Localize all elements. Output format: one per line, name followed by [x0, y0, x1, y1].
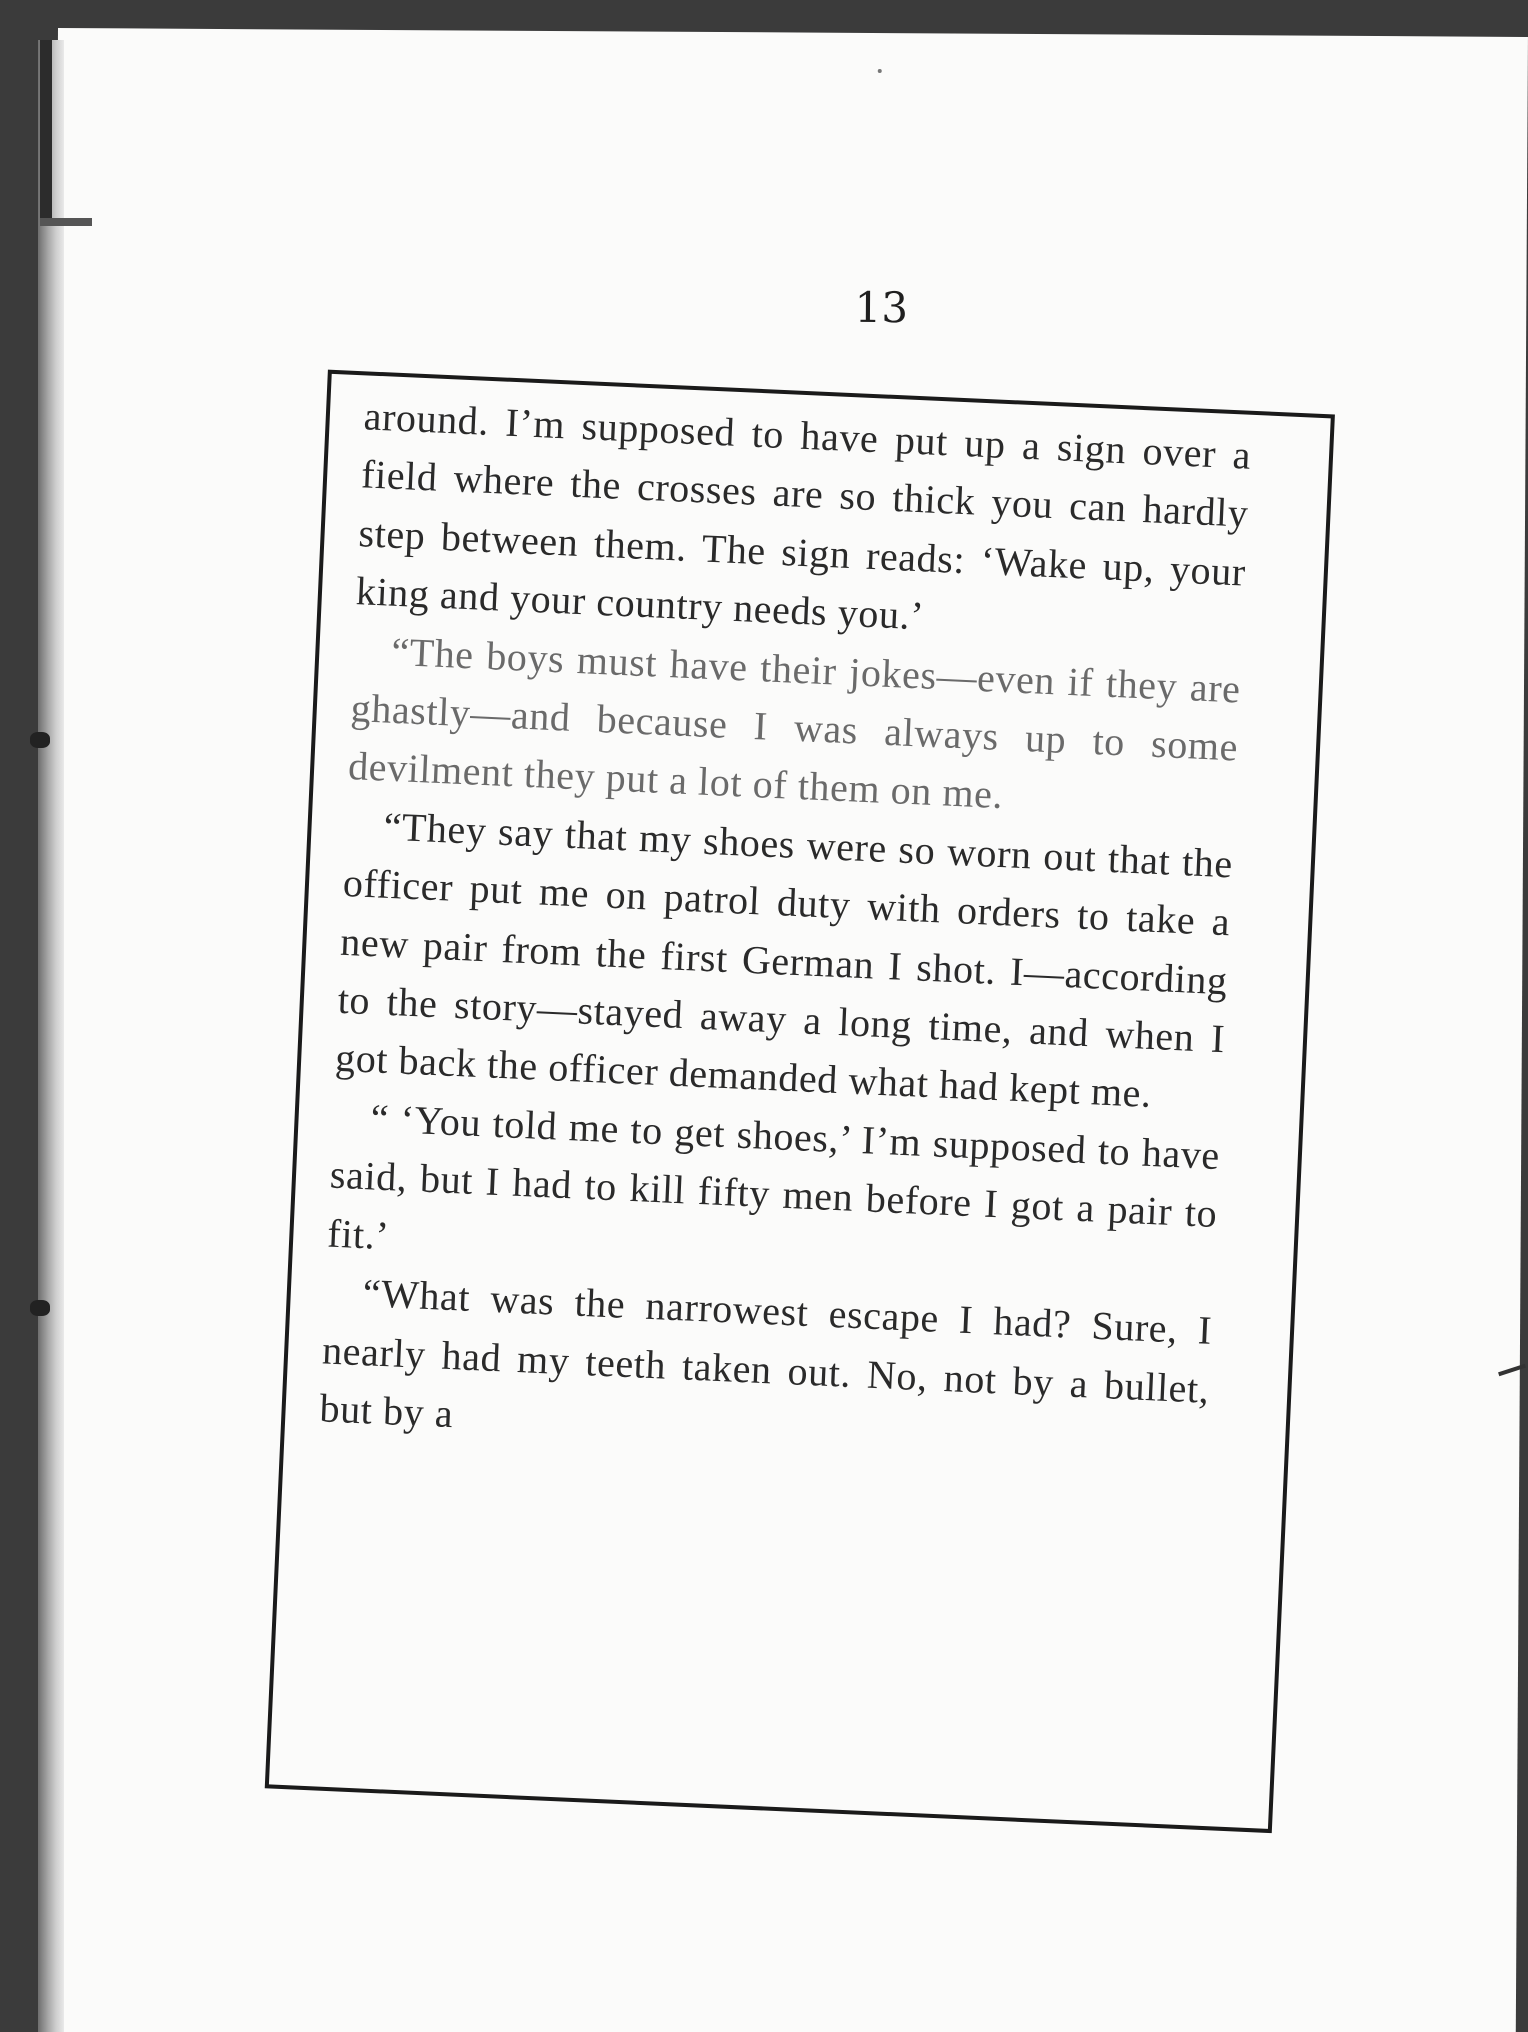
page-number: 13 [854, 282, 909, 333]
book-spine-edge [38, 40, 64, 2032]
book-page [46, 28, 1528, 2032]
paragraph-3: “They say that my shoes were so worn out that the officer put me on patrol duty with orders to take a new pair from the first German I shot. I—according to the story—stayed away a long time, and when I got back the officer demanded what had kept me. [334, 803, 1234, 1117]
text-frame-border [265, 370, 1335, 1833]
text-block [318, 387, 1252, 1477]
paragraph-5: “What was the narrowest escape I had? Sure, I nearly had my teeth taken out. No, not by a bullet, but by a [318, 1270, 1214, 1437]
spine-tab [40, 218, 92, 226]
binding-hole-mark [30, 732, 50, 748]
binding-hole-mark [30, 1300, 50, 1316]
spine-shadow [40, 40, 52, 220]
paragraph-4: “ ‘You told me to get shoes,’ I’m supposed to have said, but I had to kill fifty men before I got a pair to fit.’ [326, 1095, 1221, 1258]
paragraph-1: around. I’m supposed to have put up a sign over a field where the crosses are so thick you can hardly step between them. The sign reads: ‘Wake up, your king and your country needs you.’ [355, 393, 1253, 639]
speck-mark [878, 69, 882, 73]
paragraph-2: “The boys must have their jokes—even if they are ghastly—and because I was always up to some devilment they put a lot of them on me. [347, 628, 1242, 818]
